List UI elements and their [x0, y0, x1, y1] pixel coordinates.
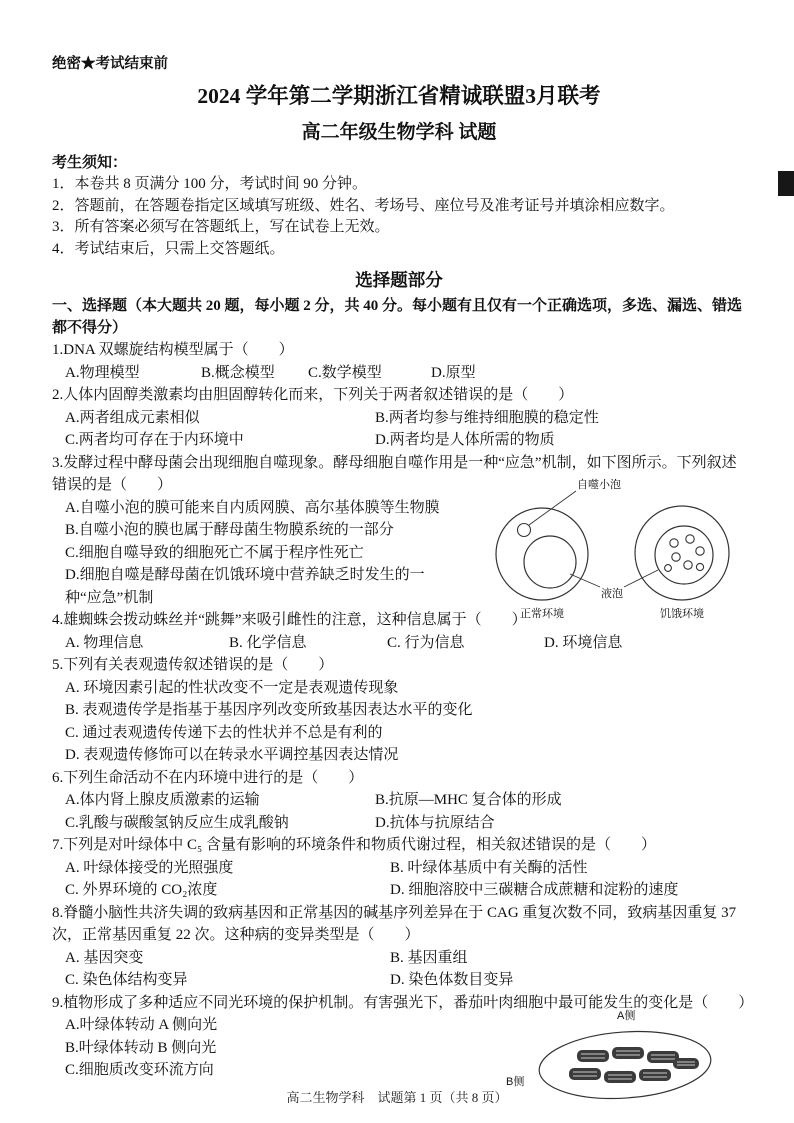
- question-8-option-d: D. 染色体数目变异: [390, 972, 514, 988]
- question-1-option-d: D.原型: [431, 364, 476, 381]
- question-1-option-b: B.概念模型: [201, 364, 275, 381]
- autophagy-figure: [478, 476, 746, 621]
- notice-item-4: 4．考试结束后，只需上交答题纸。: [52, 240, 285, 257]
- question-8-option-a: A. 基因突变: [65, 949, 144, 966]
- question-5-stem: 5.下列有关表观遗传叙述错误的是（ ）: [52, 657, 334, 673]
- figure-label-side-a: A侧: [617, 1009, 636, 1022]
- vesicle-dot: [686, 534, 694, 542]
- question-9-stem: 9.植物形成了多种适应不同光环境的保护机制。有害强光下，番茄叶肉细胞中最可能发生的变化是（ ）: [52, 994, 754, 1011]
- figure-label-vesicle: 自噬小泡: [577, 478, 621, 491]
- question-5-option-d: D. 表观遗传修饰可以在转录水平调控基因表达情况: [65, 747, 399, 763]
- question-5-options: [52, 677, 746, 767]
- question-8-option-b: B. 基因重组: [390, 949, 468, 966]
- question-8-option-c: C. 染色体结构变异: [65, 972, 188, 988]
- exam-subtitle: 高二年级生物学科 试题: [301, 122, 497, 143]
- question-5-option-b: B. 表观遗传学是指基于基因序列改变所致基因表达水平的变化: [65, 702, 473, 718]
- question-7-option-d: D. 细胞溶胶中三碳糖合成蔗糖和淀粉的速度: [390, 882, 679, 898]
- question-3-option-b: B.自噬小泡的膜也属于酵母菌生物膜系统的一部分: [65, 522, 394, 538]
- question-4-stem: 4.雄蜘蛛会拨动蛛丝并“跳舞”来吸引雌性的注意，这种信息属于（ ）: [52, 612, 527, 628]
- vesicle-dot: [672, 552, 680, 560]
- normal-cell-vacuole: [524, 536, 576, 588]
- question-9-options: [52, 1014, 372, 1082]
- question-4-option-d: D. 环境信息: [544, 634, 623, 651]
- question-2-option-d: D.两者均是人体所需的物质: [375, 432, 555, 448]
- question-4-option-b: B. 化学信息: [229, 634, 307, 651]
- question-1-option-a: A.物理模型: [65, 364, 140, 381]
- question-8-options: [52, 947, 746, 992]
- question-3-options: [52, 497, 456, 610]
- question-5: [52, 654, 746, 767]
- question-1-options: [52, 362, 746, 385]
- question-1-option-c: C.数学模型: [308, 364, 382, 381]
- exam-title: 2024 学年第二学期浙江省精诚联盟3月联考: [197, 84, 601, 108]
- question-3-option-d: D.细胞自噬是酵母菌在饥饿环境中营养缺乏时发生的一种“应急”机制: [65, 567, 425, 606]
- question-4-option-c: C. 行为信息: [387, 634, 465, 651]
- autophagy-vesicle-shape: [518, 523, 531, 536]
- question-6-option-d: D.抗体与抗原结合: [375, 814, 495, 831]
- question-1-stem: 1.DNA 双螺旋结构模型属于（ ）: [52, 342, 294, 358]
- question-7-option-a: A. 叶绿体接受的光照强度: [65, 859, 234, 876]
- vacuole-leader-left: [570, 574, 600, 587]
- question-6-options: [52, 789, 746, 834]
- vacuole-leader-right: [624, 570, 658, 587]
- question-8: [52, 902, 746, 992]
- chloroplasts: [569, 1047, 699, 1083]
- vesicle-dot: [670, 538, 678, 546]
- question-4-options: [52, 632, 746, 655]
- question-4: [52, 609, 746, 654]
- question-7-option-b: B. 叶绿体基质中有关酶的活性: [390, 859, 588, 876]
- question-1: [52, 339, 746, 384]
- classification-label: 绝密★考试结束前: [52, 56, 168, 72]
- figure-label-starvation-env: 饥饿环境: [660, 607, 704, 620]
- section-title: 选择题部分: [355, 270, 443, 290]
- question-6-option-b: B.抗原—MHC 复合体的形成: [375, 792, 562, 808]
- question-3-option-a: A.自噬小泡的膜可能来自内质网膜、高尔基体膜等生物膜: [65, 499, 440, 516]
- question-6-option-a: A.体内肾上腺皮质激素的运输: [65, 792, 260, 808]
- figure-label-side-b: B侧: [506, 1075, 525, 1088]
- question-7-options: [52, 857, 746, 902]
- notice-item-1: 1．本卷共 8 页满分 100 分，考试时间 90 分钟。: [52, 176, 368, 192]
- question-2-option-c: C.两者均可存在于内环境中: [65, 432, 244, 448]
- figure-label-vacuole: 液泡: [601, 587, 623, 600]
- question-6-option-c: C.乳酸与碳酸氢钠反应生成乳酸钠: [65, 814, 289, 831]
- question-2-option-b: B.两者均参与维持细胞膜的稳定性: [375, 409, 599, 426]
- question-9-option-b: B.叶绿体转动 B 侧向光: [65, 1039, 217, 1056]
- binding-mark: [778, 171, 794, 196]
- question-6: [52, 767, 746, 835]
- notice-item-3: 3．所有答案必须写在答题纸上，写在试卷上无效。: [52, 219, 390, 235]
- vesicle-dot: [696, 546, 704, 554]
- question-8-stem: 8.脊髓小脑性共济失调的致病基因和正常基因的碱基序列差异在于 CAG 重复次数不同，致病基因重复 37 次，正常基因重复 22 次。这种病的变异类型是（ ）: [52, 904, 737, 943]
- starved-cell-vacuole: [655, 526, 713, 584]
- page-footer: 高二生物学科 试题第 1 页（共 8 页）: [286, 1090, 508, 1105]
- question-2-options: [52, 407, 746, 452]
- question-3-stem: 3.发酵过程中酵母菌会出现细胞自噬现象。酵母细胞自噬作用是一种“应急”机制，如下图所示。下列叙述错误的是（ ）: [52, 454, 737, 493]
- vesicle-dot: [696, 563, 703, 570]
- question-7: [52, 834, 746, 902]
- question-6-stem: 6.下列生命活动不在内环境中进行的是（ ）: [52, 769, 364, 786]
- starved-cell-outline: [635, 506, 729, 600]
- figure-label-normal-env: 正常环境: [520, 607, 564, 620]
- question-2-option-a: A.两者组成元素相似: [65, 409, 200, 426]
- question-3-option-c: C.细胞自噬导致的细胞死亡不属于程序性死亡: [65, 544, 364, 561]
- notice-item-2: 2．答题前，在答题卷指定区域填写班级、姓名、考场号、座位号及准考证号并填涂相应数字。: [52, 197, 675, 214]
- section-intro: 一、选择题（本大题共 20 题，每小题 2 分，共 40 分。每小题有且仅有一个正确选项，多选、漏选、错选都不得分）: [52, 298, 743, 336]
- question-9-option-c: C.细胞质改变环流方向: [65, 1062, 214, 1078]
- question-7-stem: 7.下列是对叶绿体中 C₅ 含量有影响的环境条件和物质代谢过程，相关叙述错误的是（ ）: [52, 837, 656, 853]
- notice-heading: 考生须知：: [52, 155, 128, 171]
- question-9-option-a: A.叶绿体转动 A 侧向光: [65, 1017, 218, 1033]
- question-2-stem: 2.人体内固醇类激素均由胆固醇转化而来，下列关于两者叙述错误的是（ ）: [52, 387, 574, 403]
- question-2: [52, 384, 746, 452]
- question-5-option-c: C. 通过表观遗传传递下去的性状并不总是有利的: [65, 724, 383, 741]
- question-5-option-a: A. 环境因素引起的性状改变不一定是表观遗传现象: [65, 679, 399, 696]
- vesicle-dot: [684, 560, 692, 568]
- vesicle-dot: [665, 564, 672, 571]
- question-4-option-a: A. 物理信息: [65, 634, 144, 651]
- question-7-option-c: C. 外界环境的 CO₂浓度: [65, 882, 218, 898]
